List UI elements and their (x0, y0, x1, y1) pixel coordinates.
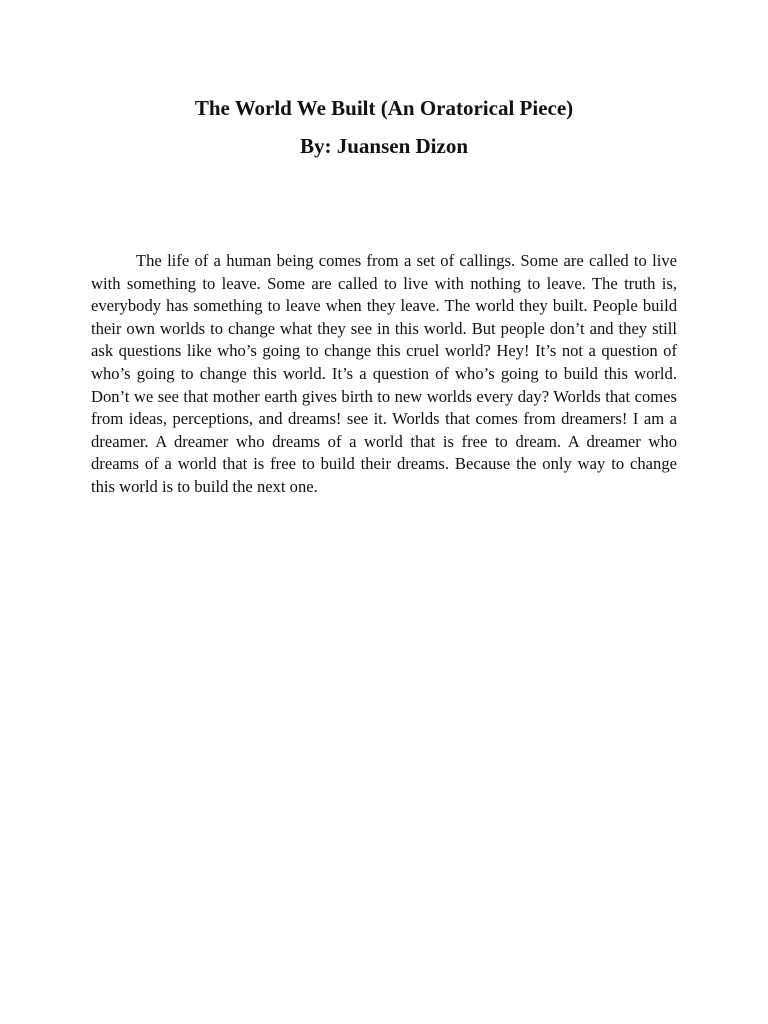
document-byline: By: Juansen Dizon (299, 134, 469, 158)
document-title: The World We Built (An Oratorical Piece) (194, 96, 574, 120)
body-paragraph: The life of a human being comes from a set of callings. Some are called to live with something to leave. Some are called to live with nothing to leave. The truth is, everybody has something to leave when they leave. The world they built. People build their own worlds to change what they see in this world. But people don’t and they still ask questions like who’s going to change this cruel world? Hey! It’s not a question of who’s going to change this world. It’s a question of who’s going to build this world. Don’t we see that mother earth gives birth to new worlds every day? Worlds that comes from ideas, perceptions, and dreams! see it. Worlds that comes from dreamers! I am a dreamer. A dreamer who dreams of a world that is free to dream. A dreamer who dreams of a world that is free to build their dreams. Because the only way to change this world is to build the next one. (91, 251, 677, 496)
